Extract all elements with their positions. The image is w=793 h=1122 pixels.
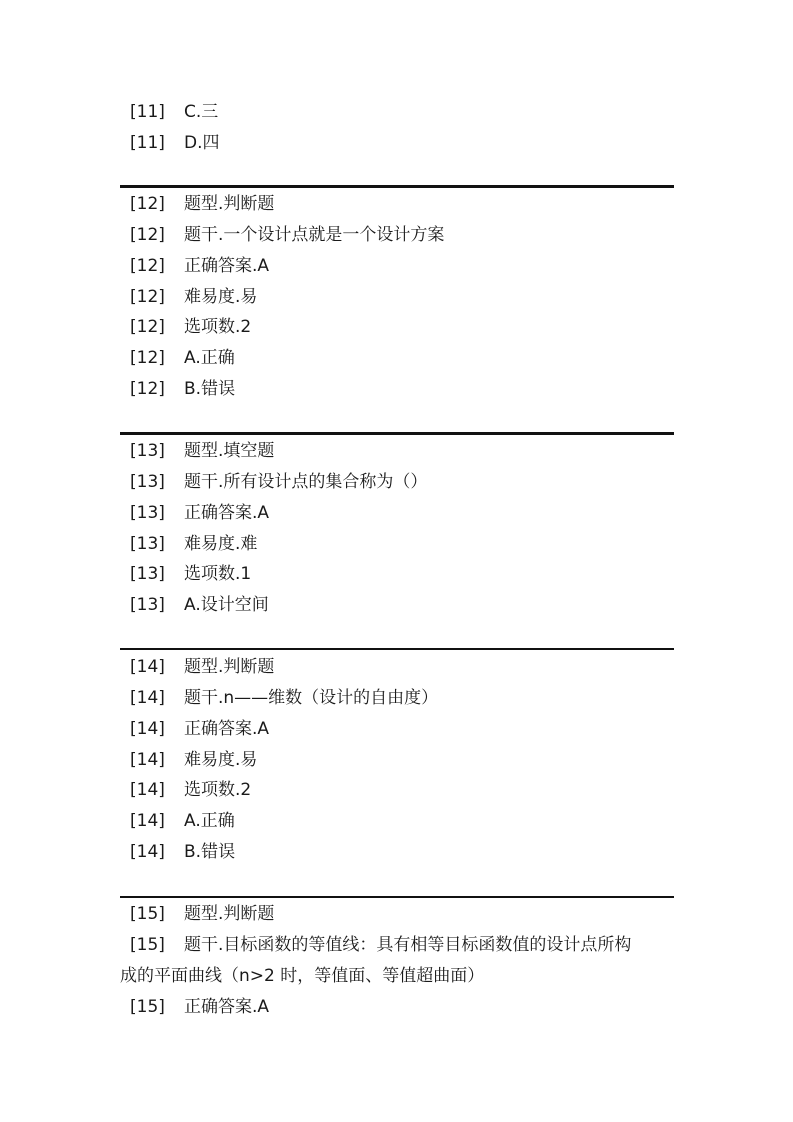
question-text: A.设计空间 <box>184 595 269 615</box>
question-text: B.错误 <box>184 379 236 399</box>
section-divider <box>120 648 674 650</box>
question-text: 成的平面曲线（n>2 时，等值面、等值超曲面） <box>120 966 485 986</box>
question-text: 正确答案.A <box>184 997 270 1017</box>
question-number: [15] <box>130 997 165 1017</box>
question-text: 选项数.2 <box>184 317 252 337</box>
question-number: [13] <box>130 472 165 492</box>
section-divider <box>120 432 674 435</box>
question-number: [14] <box>130 780 165 800</box>
question-number: [14] <box>130 719 165 739</box>
question-text: D.四 <box>184 133 220 153</box>
question-text: 题干.一个设计点就是一个设计方案 <box>184 225 445 245</box>
question-text: 难易度.难 <box>184 534 258 554</box>
question-number: [12] <box>130 287 165 307</box>
question-number: [12] <box>130 317 165 337</box>
question-text: A.正确 <box>184 811 235 831</box>
question-text: 难易度.易 <box>184 287 258 307</box>
question-text: 题型.判断题 <box>184 904 275 924</box>
question-text: 选项数.2 <box>184 780 252 800</box>
question-number: [15] <box>130 935 165 955</box>
question-text: A.正确 <box>184 348 235 368</box>
question-text: 题干.目标函数的等值线：具有相等目标函数值的设计点所构 <box>184 935 632 955</box>
question-number: [12] <box>130 256 165 276</box>
question-text: 题型.填空题 <box>184 441 275 461</box>
question-line-wrap <box>120 961 484 992</box>
question-number: [15] <box>130 904 165 924</box>
section-divider <box>120 896 674 898</box>
question-text: 正确答案.A <box>184 719 270 739</box>
question-number: [12] <box>130 194 165 214</box>
question-number: [13] <box>130 503 165 523</box>
question-text: C.三 <box>184 102 219 122</box>
question-text: 题型.判断题 <box>184 194 275 214</box>
question-number: [12] <box>130 225 165 245</box>
question-number: [11] <box>130 133 165 153</box>
question-number: [13] <box>130 534 165 554</box>
question-number: [14] <box>130 811 165 831</box>
question-number: [12] <box>130 379 165 399</box>
question-number: [14] <box>130 657 165 677</box>
section-divider <box>120 185 674 188</box>
question-text: 正确答案.A <box>184 256 270 276</box>
question-text: B.错误 <box>184 842 236 862</box>
question-number: [11] <box>130 102 165 122</box>
question-number: [14] <box>130 750 165 770</box>
question-text: 题干.所有设计点的集合称为（） <box>184 472 428 492</box>
question-number: [12] <box>130 348 165 368</box>
question-number: [13] <box>130 441 165 461</box>
question-text: 难易度.易 <box>184 750 258 770</box>
question-number: [13] <box>130 595 165 615</box>
question-number: [14] <box>130 688 165 708</box>
question-number: [14] <box>130 842 165 862</box>
question-text: 题型.判断题 <box>184 657 275 677</box>
question-text: 题干.n——维数（设计的自由度） <box>184 688 439 708</box>
question-text: 选项数.1 <box>184 564 252 584</box>
question-text: 正确答案.A <box>184 503 270 523</box>
question-number: [13] <box>130 564 165 584</box>
